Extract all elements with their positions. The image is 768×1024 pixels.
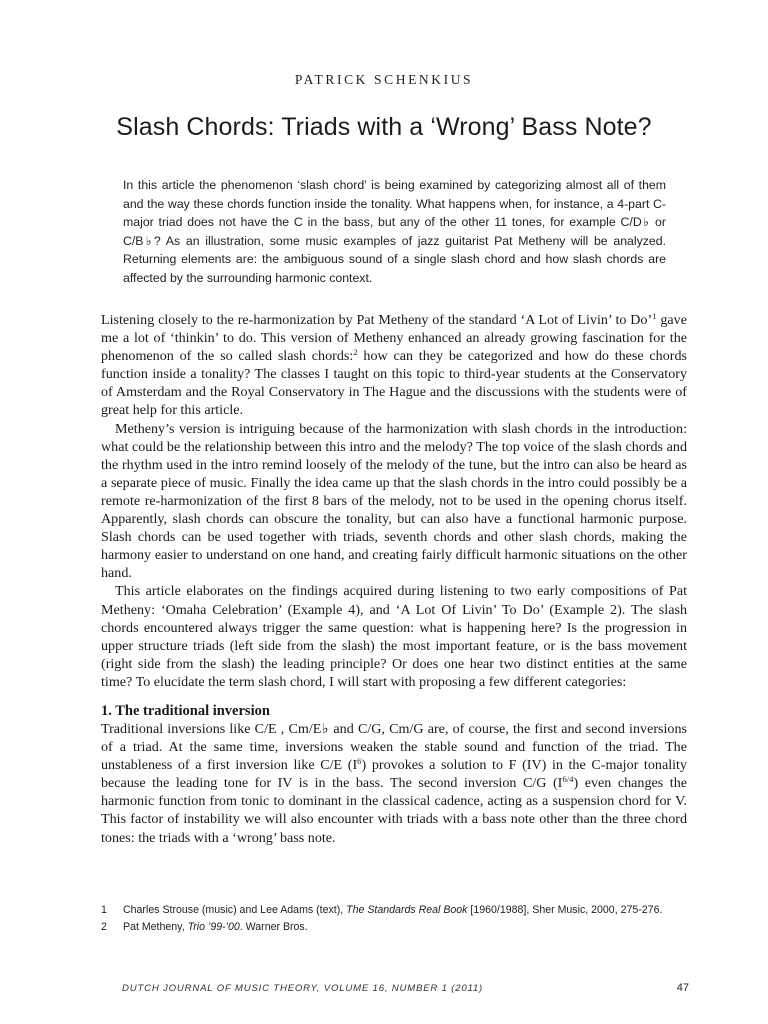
footnote-text-italic: The Standards Real Book (346, 904, 468, 916)
footnote-number: 1 (101, 904, 107, 916)
paragraph-3: This article elaborates on the findings acquired during listening to two early compositions of Pat Metheny: ‘Omaha Celebration’ (Example 4), and ‘A Lot Of Livin’ To Do’ (Example 2). The slash chords encountered always trigger the same question: what is happening here? Is the progression in upper structure triads (left side from the slash) the most important feature, or is the bass movement (right side from the slash) the leading principle? Or does one hear two distinct entities at the same time? To elucidate the term slash chord, I will start with proposing a few different categories: (101, 583, 687, 690)
author-name: PATRICK SCHENKIUS (294, 72, 474, 87)
footnote-text-post: [1960/1988], Sher Music, 2000, 275-276. (467, 904, 663, 916)
footnote-text-post: . Warner Bros. (239, 921, 308, 933)
footnote-number: 2 (101, 921, 107, 933)
footnote-ref-1[interactable]: 1 (652, 311, 657, 322)
journal-footer: DUTCH JOURNAL OF MUSIC THEORY, VOLUME 16, NUMBER 1 (2011) (122, 983, 484, 994)
paragraph-4-part-b: ) provokes a solution to F (IV) in the C-major tonality because the leading tone for IV is in the bass. The second inversion C/G (I (101, 757, 687, 792)
paragraph-1-part-a: Listening closely to the re-harmonization by Pat Metheny of the standard ‘A Lot of Livin’ to Do’ (101, 312, 653, 328)
paragraph-1-part-c: how can they be categorized and how do these chords function inside a tonality? The classes I taught on this topic to third-year students at the Conservatory of Amsterdam and the Royal Conservatory in The Hague and the discussions with the students were of great help for this article. (101, 348, 687, 419)
footnote (101, 919, 687, 936)
footnote (101, 902, 687, 919)
superscript-first-inversion: 6 (357, 756, 362, 767)
footnote-text-pre: Pat Metheny, (123, 921, 188, 933)
abstract: In this article the phenomenon ‘slash chord’ is being examined by categorizing almost all of them and the way these chords function inside the tonality. What happens when, for instance, a 4-part C-major triad does not have the C in the bass, but any of the other 11 tones, for example C/D♭ or C/B♭? As an illustration, some music examples of jazz guitarist Pat Metheny will be analyzed. Returning elements are: the ambiguous sound of a single slash chord and how slash chords are affected by the surrounding harmonic context. (123, 178, 666, 285)
article-body (101, 311, 687, 847)
footnote-text (123, 919, 687, 936)
footnotes (101, 902, 687, 936)
page-number: 47 (676, 982, 689, 994)
paragraph-2: Metheny’s version is intriguing because of the harmonization with slash chords in the introduction: what could be the relationship between this intro and the melody? The top voice of the slash chords and the rhythm used in the intro remind loosely of the melody of the tune, but the intro can also be heard as a separate piece of music. Finally the idea came up that the slash chords in the intro could possibly be a remote re-harmonization of the first 8 bars of the melody, not to be used in the opening chorus itself. Apparently, slash chords can obscure the tonality, but can also have a functional harmonic purpose. Slash chords can be used together with triads, seventh chords and other slash chords, making the harmony easier to understand on one hand, and creating fairly difficult harmonic situations on the other hand. (101, 420, 687, 582)
paragraph-1-part-b: gave me a lot of ‘thinkin’ to do. This version of Metheny enhanced an already growing fascination for the phenomenon of the so called slash chords: (101, 312, 687, 365)
paragraph-1 (101, 311, 687, 420)
paragraph-4 (101, 720, 687, 847)
section-heading: 1. The traditional inversion (101, 702, 270, 719)
paragraph-4-part-c: ) even changes the harmonic function from tonic to dominant in the classical cadence, acting as a suspension chord for V. This factor of instability we will also encounter with triads with a bass note other than the three chord tones: the triads with a ‘wrong’ bass note. (101, 775, 687, 846)
footnote-text-italic: Trio ’99-’00 (187, 921, 240, 933)
footnote-text-pre: Charles Strouse (music) and Lee Adams (text), (123, 904, 347, 916)
footnote-ref-2[interactable]: 2 (353, 347, 358, 358)
paragraph-4-part-a: Traditional inversions like C/E , Cm/E♭ and C/G, Cm/G are, of course, the first and second inversions of a triad. At the same time, inversions weaken the stable sound and function of the triad. The unstableness of a first inversion like C/E (I (101, 720, 687, 774)
footnote-text (123, 902, 687, 919)
superscript-second-inversion: 6/4 (562, 774, 574, 785)
article-title: Slash Chords: Triads with a ‘Wrong’ Bass Note? (116, 113, 652, 141)
